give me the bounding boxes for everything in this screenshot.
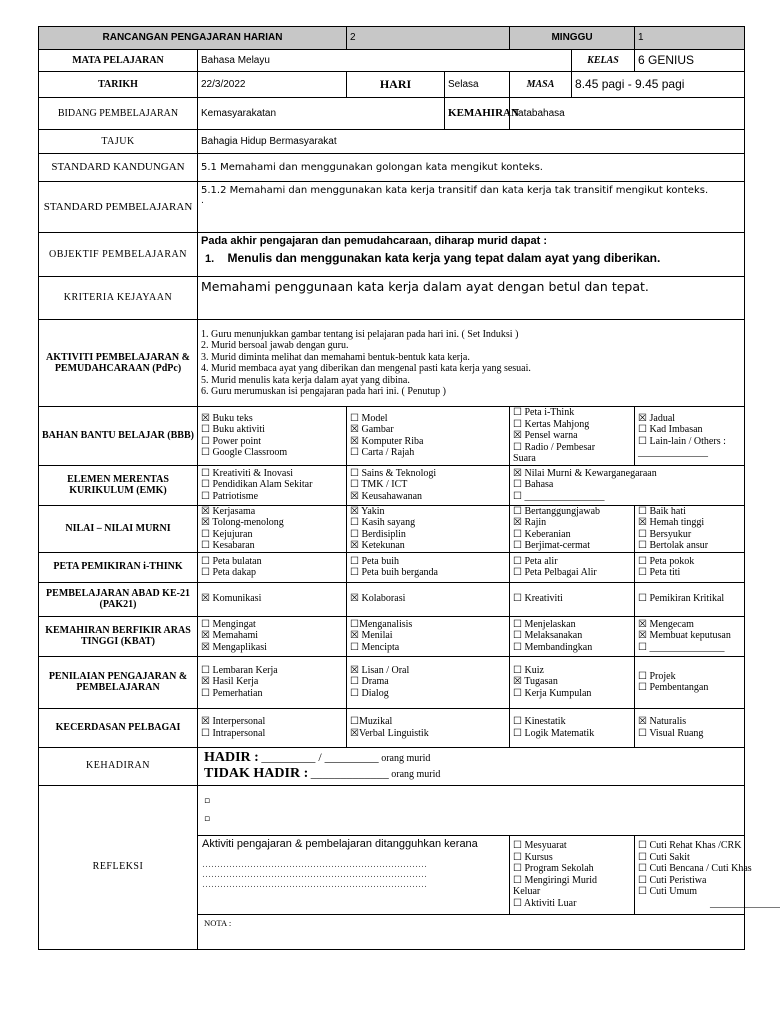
penilaian-row (39, 656, 745, 708)
aktiviti-label: AKTIVITI PEMBELAJARAN & PEMUDAHCARAAN (PdPc) (39, 320, 198, 407)
ithink-option[interactable]: ☐ Peta buih berganda (350, 567, 438, 578)
kecerdasan-option[interactable]: ☒Verbal Linguistik (350, 727, 429, 739)
nilai-option[interactable]: ☒ Rajin (513, 517, 547, 528)
tangguh-option[interactable]: ☐ Aktiviti Luar (513, 897, 577, 909)
objektif-label: OBJEKTIF PEMBELAJARAN (39, 233, 198, 277)
mata-pelajaran-value: Bahasa Melayu (198, 50, 572, 72)
bbb-option-continued: Suara (513, 453, 536, 464)
penilaian-option[interactable]: ☒ Tugasan (513, 676, 558, 688)
emk-option[interactable]: ☐ Bahasa (513, 479, 554, 491)
kecerdasan-option[interactable]: ☐ Kinestatik (513, 716, 566, 727)
bbb-option[interactable]: ☐ Power point (201, 435, 262, 447)
kehadiran-label: KEHADIRAN (39, 747, 198, 785)
standard-pembelajaran-row (39, 182, 745, 233)
ithink-option[interactable]: ☐ Peta pokok (638, 555, 695, 567)
refleksi-bullet[interactable]: ▫ (204, 796, 211, 806)
nota-label: NOTA : (204, 917, 232, 928)
bbb-option[interactable]: ☐ Kad Imbasan (638, 424, 703, 436)
bbb-option[interactable]: ☐ Carta / Rajah (350, 447, 415, 459)
tangguh-option[interactable]: ☐ Kursus (513, 851, 553, 863)
emk-option[interactable]: ☒ Nilai Murni & Kewarganegaraan (513, 467, 657, 479)
pak21-row (39, 582, 745, 616)
hari-label: HARI (347, 72, 445, 98)
kbat-option[interactable]: ☒ Menilai (350, 630, 393, 642)
kbat-option[interactable]: ☐ Menjelaskan (513, 618, 576, 630)
nilai-option[interactable]: ☒ Yakin (350, 505, 385, 517)
pak21-option[interactable]: ☒ Kolaborasi (350, 593, 406, 605)
kbat-row (39, 616, 745, 656)
pak21-option[interactable]: ☐ Kreativiti (513, 593, 563, 605)
aktiviti-row (39, 320, 745, 407)
tarikh-value: 22/3/2022 (198, 72, 347, 98)
masa-value: 8.45 pagi - 9.45 pagi (572, 72, 745, 98)
kecerdasan-option[interactable]: ☒ Interpersonal (201, 716, 266, 727)
kbat-option[interactable]: ☐ Melaksanakan (513, 630, 583, 642)
tangguh-option[interactable]: ☐ Mengiringi Murid (513, 874, 597, 886)
emk-option[interactable]: ☐ Patriotisme (201, 490, 259, 502)
tangguh-reason-line[interactable]: ………………………………………………………………… (202, 879, 427, 890)
nilai-option[interactable]: ☐ Bertanggungjawab (513, 505, 601, 517)
tangguh-option-continued: Keluar (513, 886, 541, 897)
refleksi-label: REFLEKSI (39, 785, 198, 949)
kbat-option[interactable]: ☒ Mengecam (638, 618, 694, 630)
aktiviti-item: 6. Guru merumuskan isi pengajaran pada hari ini. ( Penutup ) (201, 386, 446, 397)
bbb-option[interactable]: ☐ Peta i-Think (513, 407, 575, 418)
ithink-option[interactable]: ☐ Peta bulatan (201, 555, 262, 567)
pak21-option[interactable]: ☐ Pemikiran Kritikal (638, 593, 725, 605)
ithink-option[interactable]: ☐ Peta buih (350, 555, 399, 567)
bbb-option[interactable]: ☐ Google Classroom (201, 447, 288, 459)
kecerdasan-label: KECERDASAN PELBAGAI (39, 708, 198, 747)
kbat-other-field[interactable]: ☐ _______________ (638, 641, 725, 653)
ithink-row (39, 552, 745, 582)
kbat-option[interactable]: ☐Menganalisis (350, 618, 413, 630)
emk-option[interactable]: ☒ Keusahawanan (350, 490, 423, 502)
emk-option[interactable]: ☐ TMK / ICT (350, 479, 408, 491)
kelas-label: KELAS (572, 50, 635, 72)
tangguh-option[interactable]: ☐ Program Sekolah (513, 863, 594, 874)
ithink-label: PETA PEMIKIRAN i-THINK (39, 552, 198, 582)
tangguh-option[interactable]: ☐ Mesyuarat (513, 840, 567, 851)
nilai-option[interactable]: ☒ Kerjasama (201, 505, 256, 517)
tajuk-value: Bahagia Hidup Bermasyarakat (198, 130, 745, 154)
penilaian-option[interactable]: ☐ Kuiz (513, 664, 544, 676)
standard-pembelajaran-extra: . (201, 195, 204, 206)
nilai-option[interactable]: ☐ Bersyukur (638, 528, 692, 540)
bidang-row (39, 98, 745, 130)
kemahiran-label: KEMAHIRAN (445, 98, 510, 130)
nilai-option[interactable]: ☐ Berjimat-cermat (513, 540, 591, 551)
bbb-option[interactable]: ☒ Komputer Riba (350, 435, 424, 447)
standard-pembelajaran-value: 5.1.2 Memahami dan menggunakan kata kerja transitif dan kata kerja tak transitif mengikut konteks. (201, 185, 709, 196)
standard-kandungan-value: 5.1 Memahami dan menggunakan golongan kata mengikut konteks. (198, 154, 745, 182)
penilaian-option[interactable]: ☐ Kerja Kumpulan (513, 687, 592, 699)
cuti-option[interactable]: ☐ Cuti Peristiwa (638, 874, 707, 886)
nilai-row (39, 505, 745, 552)
penilaian-label: PENILAIAN PENGAJARAN & PEMBELAJARAN (39, 656, 198, 708)
emk-row (39, 465, 745, 505)
pak21-label: PEMBELAJARAN ABAD KE-21 (PAK21) (39, 582, 198, 616)
nilai-option[interactable]: ☐ Kejujuran (201, 528, 253, 540)
objektif-intro: Pada akhir pengajaran dan pemudahcaraan, diharap murid dapat : (201, 235, 547, 247)
tidak-hadir-field[interactable]: _____________ (310, 766, 389, 780)
kbat-option[interactable]: ☒ Memahami (201, 630, 259, 642)
cuti-option[interactable]: ☐ Cuti Bencana / Cuti Khas (638, 863, 752, 874)
penilaian-option[interactable]: ☐ Lembaran Kerja (201, 664, 278, 676)
nilai-option[interactable]: ☒ Tolong-menolong (201, 517, 284, 528)
bbb-label: BAHAN BANTU BELAJAR (BBB) (39, 407, 198, 466)
bbb-option[interactable]: ☐ Lain-lain / Others : (638, 435, 726, 447)
cuti-other-field[interactable]: ______________ (710, 897, 780, 909)
objektif-item-number: 1. (205, 252, 215, 265)
tidak-hadir-label: TIDAK HADIR : (204, 766, 309, 781)
aktiviti-list (198, 320, 745, 407)
kriteria-row (39, 277, 745, 320)
bbb-option[interactable]: ☐ Kertas Mahjong (513, 418, 590, 430)
nilai-option[interactable]: ☐ Kasih sayang (350, 517, 416, 528)
bbb-option[interactable]: ☒ Gambar (350, 424, 394, 436)
bbb-other-field[interactable]: ______________ (638, 447, 709, 459)
mata-pelajaran-label: MATA PELAJARAN (39, 50, 198, 72)
kecerdasan-option[interactable]: ☐Muzikal (350, 716, 393, 727)
kbat-option[interactable]: ☒ Mengaplikasi (201, 641, 267, 653)
tarikh-row (39, 72, 745, 98)
tangguh-title: Aktiviti pengajaran & pembelajaran ditangguhkan kerana (202, 837, 478, 850)
nilai-option[interactable]: ☐ Bertolak ansur (638, 540, 709, 551)
minggu-label: MINGGU (510, 27, 635, 50)
kecerdasan-option[interactable]: ☐ Visual Ruang (638, 727, 704, 739)
nilai-option[interactable]: ☐ Berdisiplin (350, 528, 406, 540)
bbb-option[interactable]: ☒ Pensel warna (513, 430, 578, 441)
kriteria-value: Memahami penggunaan kata kerja dalam ayat dengan betul dan tepat. (198, 277, 745, 320)
aktiviti-item: 1. Guru menunjukkan gambar tentang isi pelajaran pada hari ini. ( Set Induksi ) (201, 328, 519, 340)
hadir-suffix: orang murid (381, 753, 431, 764)
penilaian-option[interactable]: ☐ Projek (638, 670, 676, 682)
objektif-row (39, 233, 745, 277)
penilaian-option[interactable]: ☒ Lisan / Oral (350, 664, 410, 676)
minggu-value: 1 (635, 27, 745, 50)
pak21-option[interactable]: ☒ Komunikasi (201, 593, 262, 605)
nilai-option[interactable]: ☒ Ketekunan (350, 540, 405, 551)
kehadiran-row (39, 747, 745, 785)
emk-option[interactable]: ☐ Pendidikan Alam Sekitar (201, 479, 313, 491)
objektif-item: Menulis dan menggunakan kata kerja yang tepat dalam ayat yang diberikan. (227, 250, 661, 265)
tajuk-label: TAJUK (39, 130, 198, 154)
mata-pelajaran-row (39, 50, 745, 72)
tidak-hadir-suffix: orang murid (391, 769, 441, 780)
cuti-option[interactable]: ☐ Cuti Umum (638, 886, 698, 897)
penilaian-option[interactable]: ☐ Pembentangan (638, 682, 709, 693)
masa-label: MASA (510, 72, 572, 98)
emk-option[interactable]: ☐ Sains & Teknologi (350, 467, 437, 479)
nilai-label: NILAI – NILAI MURNI (39, 505, 198, 552)
bbb-option[interactable]: ☐ Buku aktiviti (201, 424, 265, 436)
tangguh-reason-line[interactable]: ………………………………………………………………… (202, 868, 427, 879)
emk-option[interactable]: ☐ ________________ (513, 490, 605, 502)
bbb-option[interactable]: ☒ Buku teks (201, 412, 253, 424)
ithink-option[interactable]: ☐ Peta alir (513, 555, 558, 567)
penilaian-option[interactable]: ☐ Drama (350, 676, 389, 688)
tangguh-reason-line[interactable]: ………………………………………………………………… (202, 858, 427, 869)
kecerdasan-option[interactable]: ☐ Logik Matematik (513, 727, 595, 739)
tajuk-row (39, 130, 745, 154)
hadir-label: HADIR : (204, 750, 259, 765)
emk-label: ELEMEN MERENTAS KURIKULUM (EMK) (39, 465, 198, 505)
aktiviti-item: 2. Murid bersoal jawab dengan guru. (201, 340, 349, 351)
refleksi-top-row (39, 785, 745, 835)
nilai-option[interactable]: ☒ Hemah tinggi (638, 517, 705, 528)
kecerdasan-option[interactable]: ☒ Naturalis (638, 716, 687, 727)
kbat-option[interactable]: ☒ Membuat keputusan (638, 630, 731, 642)
rph-number: 2 (347, 27, 510, 50)
page-title: RANCANGAN PENGAJARAN HARIAN (39, 27, 347, 50)
ithink-option[interactable]: ☐ Peta titi (638, 567, 681, 578)
bbb-option[interactable]: ☐ Model (350, 412, 388, 424)
emk-option[interactable]: ☐ Kreativiti & Inovasi (201, 467, 294, 479)
aktiviti-item: 5. Murid menulis kata kerja dalam ayat yang dibina. (201, 374, 410, 386)
kbat-option[interactable]: ☐ Mengingat (201, 618, 256, 630)
kecerdasan-option[interactable]: ☐ Intrapersonal (201, 727, 266, 739)
header-row (39, 27, 745, 50)
rph-table (38, 26, 780, 950)
kbat-option[interactable]: ☐ Mencipta (350, 641, 400, 653)
penilaian-option[interactable]: ☐ Pemerhatian (201, 687, 263, 699)
ithink-option[interactable]: ☐ Peta Pelbagai Alir (513, 567, 597, 578)
kelas-value: 6 GENIUS (635, 50, 745, 72)
penilaian-option[interactable]: ☒ Hasil Kerja (201, 676, 259, 688)
nilai-option[interactable]: ☐ Kesabaran (201, 540, 255, 551)
nilai-option[interactable]: ☐ Baik hati (638, 505, 686, 517)
bbb-option[interactable]: ☐ Radio / Pembesar (513, 441, 596, 453)
tarikh-label: TARIKH (39, 72, 198, 98)
bbb-option[interactable]: ☒ Jadual (638, 412, 676, 424)
kbat-label: KEMAHIRAN BERFIKIR ARAS TINGGI (KBAT) (39, 616, 198, 656)
hadir-field[interactable]: _________ / _________ (261, 750, 379, 764)
aktiviti-item: 4. Murid membaca ayat yang diberikan dan mengenal pasti kata kerja yang sesuai. (201, 363, 531, 374)
kecerdasan-row (39, 708, 745, 747)
aktiviti-item: 3. Murid diminta melihat dan memahami bentuk-bentuk kata kerja. (201, 351, 470, 363)
kbat-option[interactable]: ☐ Membandingkan (513, 641, 593, 653)
kriteria-label: KRITERIA KEJAYAAN (39, 277, 198, 320)
bbb-row (39, 407, 745, 466)
cuti-option[interactable]: ☐ Cuti Sakit (638, 851, 690, 863)
standard-kandungan-row (39, 154, 745, 182)
hari-value: Selasa (445, 72, 510, 98)
ithink-option[interactable]: ☐ Peta dakap (201, 567, 257, 578)
refleksi-bullet[interactable]: ▫ (204, 814, 211, 824)
standard-pembelajaran-label: STANDARD PEMBELAJARAN (39, 182, 198, 233)
kemahiran-value: Tatabahasa (510, 98, 745, 130)
bidang-value: Kemasyarakatan (198, 98, 445, 130)
bidang-label: BIDANG PEMBELAJARAN (39, 98, 198, 130)
nilai-option[interactable]: ☐ Keberanian (513, 528, 571, 540)
standard-kandungan-label: STANDARD KANDUNGAN (39, 154, 198, 182)
penilaian-option[interactable]: ☐ Dialog (350, 687, 389, 699)
cuti-option[interactable]: ☐ Cuti Rehat Khas /CRK (638, 840, 742, 851)
